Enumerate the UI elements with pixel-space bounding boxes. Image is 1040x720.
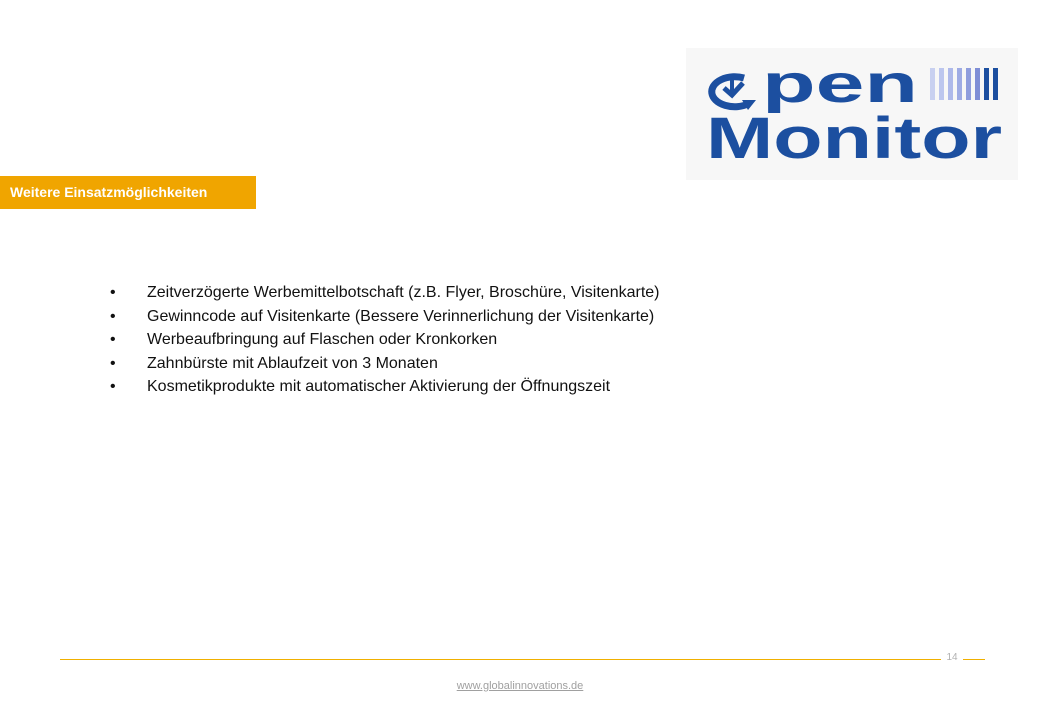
list-item-text: Zahnbürste mit Ablaufzeit von 3 Monaten (147, 354, 438, 372)
list-item (110, 352, 660, 376)
list-item-text: Gewinncode auf Visitenkarte (Bessere Verinnerlichung der Visitenkarte) (147, 307, 655, 325)
logo-word-pen: pen (762, 54, 918, 114)
bullet-point: • (110, 378, 116, 395)
bullet-point: • (110, 331, 116, 348)
clock-refresh-icon (712, 77, 756, 110)
logo-graphic (686, 48, 1018, 180)
footer-divider (60, 659, 985, 660)
signal-bars-icon (930, 68, 998, 100)
list-item (110, 305, 660, 329)
bullet-list (110, 281, 660, 399)
list-item-text: Kosmetikprodukte mit automatischer Aktivierung der Öffnungszeit (147, 378, 611, 395)
website-link[interactable]: www.globalinnovations.de (456, 680, 584, 692)
list-item-text: Werbeaufbringung auf Flaschen oder Kronkorken (147, 331, 498, 348)
open-monitor-logo (686, 48, 1018, 180)
list-item-text: Zeitverzögerte Werbemittelbotschaft (z.B. Flyer, Broschüre, Visitenkarte) (147, 284, 660, 301)
bullet-point: • (110, 284, 116, 301)
bullet-point: • (110, 354, 116, 372)
bullet-point: • (110, 307, 116, 325)
list-item (110, 281, 660, 305)
section-title: Weitere Einsatzmöglichkeiten (0, 176, 256, 209)
page-number: 14 (941, 651, 963, 665)
list-item (110, 328, 660, 352)
list-item (110, 375, 660, 399)
logo-word-bottom: Monitor (706, 106, 1002, 171)
